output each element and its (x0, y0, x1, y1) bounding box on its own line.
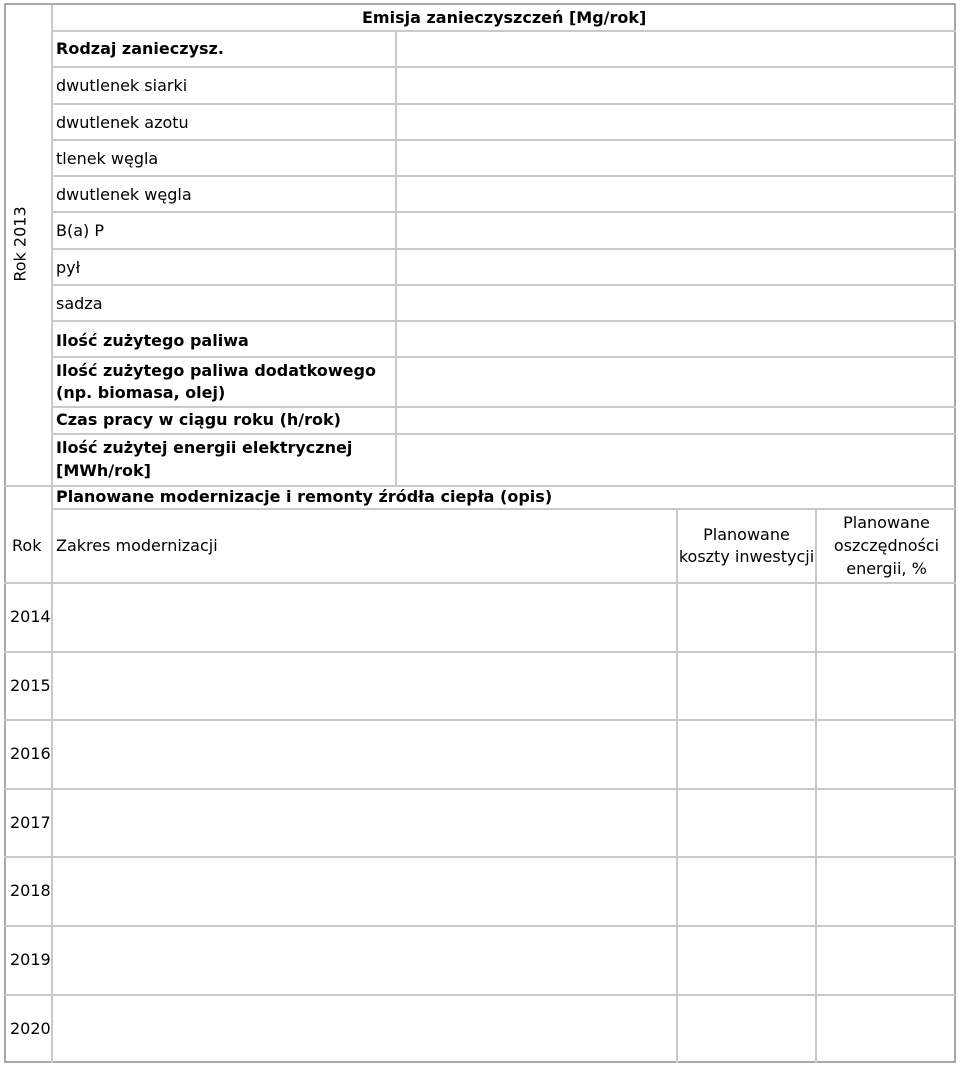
grid-line (676, 508, 678, 1063)
col-year-header: Rok (12, 536, 42, 555)
grid-line (4, 719, 956, 721)
col-scope-header: Zakres modernizacji (56, 536, 218, 555)
year-cell: 2015 (10, 676, 51, 695)
emission-header: Emisja zanieczyszczeń [Mg/rok] (362, 8, 647, 27)
grid-line (51, 248, 956, 250)
extra-fuel-label-2: (np. biomasa, olej) (56, 383, 226, 402)
col-savings-header: Planowane (843, 513, 930, 532)
grid-line (51, 66, 956, 68)
extra-fuel-label: Ilość zużytego paliwa dodatkowego (56, 361, 376, 380)
pollutant-header: Rodzaj zanieczysz. (56, 39, 224, 58)
grid-line (51, 139, 956, 141)
year-cell: 2018 (10, 881, 51, 900)
electricity-label-2: [MWh/rok] (56, 461, 151, 480)
year-cell: 2020 (10, 1019, 51, 1038)
operating-time-label: Czas pracy w ciągu roku (h/rok) (56, 410, 341, 429)
col-savings-header-3: energii, % (846, 559, 927, 578)
pollutant-label: tlenek węgla (56, 149, 159, 168)
grid-line (51, 175, 956, 177)
grid-line (51, 103, 956, 105)
fuel-used-label: Ilość zużytego paliwa (56, 331, 249, 350)
electricity-label: Ilość zużytej energii elektrycznej (56, 438, 353, 457)
grid-line (51, 433, 956, 435)
col-costs-header: Planowane (703, 525, 790, 544)
grid-line (4, 651, 956, 653)
col-costs-header-2: koszty inwestycji (678, 547, 815, 566)
grid-line (51, 30, 956, 32)
col-savings-header-2: oszczędności (833, 536, 940, 555)
grid-line (4, 856, 956, 858)
grid-line (51, 284, 956, 286)
year-cell: 2019 (10, 950, 51, 969)
grid-line (51, 508, 956, 510)
year-cell: 2014 (10, 607, 51, 626)
grid-line (4, 925, 956, 927)
grid-line (395, 30, 397, 485)
pollutant-label: B(a) P (56, 221, 104, 240)
grid-line (51, 5, 53, 1063)
pollutant-label: dwutlenek węgla (56, 185, 192, 204)
year-cell: 2016 (10, 744, 51, 763)
grid-line (4, 582, 956, 584)
grid-line (51, 406, 956, 408)
grid-line (51, 356, 956, 358)
year-cell: 2017 (10, 813, 51, 832)
grid-line (815, 508, 817, 1063)
pollutant-label: pył (56, 258, 81, 277)
grid-line (4, 994, 956, 996)
pollutant-label: sadza (56, 294, 103, 313)
grid-line (51, 211, 956, 213)
pollutant-label: dwutlenek siarki (56, 76, 188, 95)
grid-line (4, 788, 956, 790)
grid-line (51, 320, 956, 322)
year-2013-label: Rok 2013 (10, 206, 30, 282)
plan-header: Planowane modernizacje i remonty źródła ciepła (opis) (56, 487, 553, 506)
pollutant-label: dwutlenek azotu (56, 113, 189, 132)
